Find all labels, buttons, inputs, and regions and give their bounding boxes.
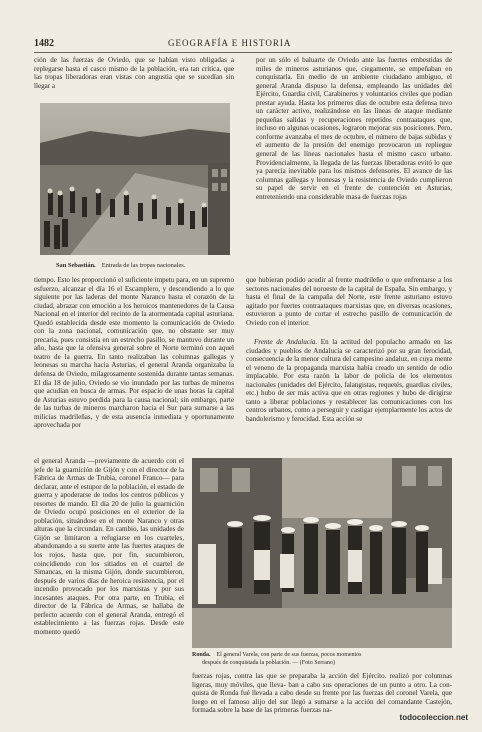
paragraph: [246, 338, 452, 423]
paragraph: fuerzas rojas, contra las que se preparaba la acción del Ejército. realizó por columnas ligeras, muy móviles, que lleva- ban a cabo sus operaciones de un punto a otro. La con- quista de Ronda fué llevada a cabo desde su frente por las fuerzas del coronel Varela, que luego en el famoso alijo del sur llegó a sumarse a la acción del comandante Castejón, formada sobre la base de las primeras fuerzas na-: [192, 672, 452, 715]
right-column-top-text: [256, 56, 452, 273]
photo-ronda: [192, 458, 452, 648]
running-head: GEOGRAFÍA E HISTORIA: [168, 38, 292, 48]
right-column-mid-text: [246, 276, 452, 336]
caption-line-1: [192, 652, 452, 660]
caption-text: Entrada de las tropas nacionales.: [101, 262, 186, 269]
page-number: 1482: [34, 38, 54, 49]
paragraph: el general Aranda —previamente de acuerdo con el jefe de la guarnición de Gijón y con el director de la Fábrica de Armas de Trubia, coronel Franco— para declarar, ante el estupor de la población, el estado de guerra y apoderarse de todos los centros públicos y resortes de mando. El día 20 de julio la guarnición de Oviedo ocupó posiciones en el exterior de la población, situándose en el monte Naranco y otras alturas que la circundan. En cambio, las unidades de Gijón se limitaron a refugiarse en los cuarteles, abandonando a su suerte ante las fuertes ataques de los rojos, hasta que, por fin, sucumbieron, coincidiendo con los sitiados en el cuartel de Simancas, en la misma Gijón, donde sucumbieron, después de varios días de heroica resistencia, por el incendio provocado por los marxistas y por sus incesantes ataques. Por otra parte, en Trubia, el director de la Fábrica de Armas, se hallaba de perfecto acuerdo con el general Aranda, entregó el establecimiento a las fuerzas rojas. Desde este momento quedó: [34, 457, 184, 636]
watermark-logo: todocoleccion.net: [399, 713, 468, 722]
caption-text-1: El general Varela, con parte de sus fuerzas, pocos momentos: [216, 652, 362, 658]
subheading-text: En la actitud del populacho armado en las ciudades y pueblos de Andalucía se caracterizó por su gran ferocidad, consecuencia de la menor cultura del campesino andaluz, en cuya mente el veneno de la propaganda marxista había creado un sentido de odio implacable. Por esta razón la labor de policía de los elementos nacionales (unidades del Ejército, falangistas, requetés, guardias civiles, etc.) hubo de ser más activa que en otras regiones y hubo de dirigirse tanto a liberar poblaciones y restablecer las comunicaciones con los centros urbanos, como a perseguir y castigar ejemplarmente los actos de bandolerismo y ferocidad. Esta acción se: [246, 338, 452, 423]
photo-caption-bottom: [192, 652, 452, 667]
right-column-andalucia-text: [246, 338, 452, 456]
photo-san-sebastian: [40, 103, 230, 255]
left-column-top-text: [34, 56, 234, 102]
photo-san-sebastian-image: [40, 103, 230, 255]
subheading: Frente de Andalucía.: [254, 338, 318, 346]
page-header: [34, 38, 452, 53]
photo-caption-top: [56, 262, 234, 270]
paragraph: por un sólo el baluarte de Oviedo ante las fuertes embestidas de miles de mineros asturianos que, ciegamente, se empeñaban en conquistarla. En medio de un ambiente ciudadano ambiguo, el general Aranda dispuso la defensa, empleando las unidades del Ejército, Guardia civil, Carabineros y voluntarios civiles que podían prestar ayuda. Hasta los primeros días de octubre esta defensa tuvo un carácter activo, realizándose en las líneas de ataque mediante pequeñas salidas y recuperaciones repetidos contraataques que, incluso en algunas ocasiones, lograron mejorar sus posiciones. Pero, conforme avanzaba el mes de octubre, el número de bajas subidas y el aumento de la presión del enemigo provocaron un repliegue general de las líneas nacionales hasta el mismo casco urbano. Providencialmente, la llegada de las fuerzas liberadoras evitó lo que ya parecía inevitable para los mismos defensores. El avance de las columnas gallegas y leonesas y la resistencia de Oviedo cumplieron su papel de servir en el frente de contención en Asturias, entreteniendo una considerable masa de fuerzas rojas: [256, 56, 452, 201]
paragraph: tiempo. Esto les proporcionó el suficiente impetu para, en un supremo esfuerzo, alcanzar el día 16 el Escamplero, y descendiendo a lo que siguiente por las laderas del monte Naranco hasta el corazón de la ciudad, abrazar con emoción a los heroicos mantenedores de la Causa Nacional en el interior del recinto de la atormentada capital asturiana. Quedó establecida desde este momento la comunicación de Oviedo con la zona nacional, comunicación que, no obstante ser muy precaria, pues consistía en un estrecho pasillo, se mantuvo durante un año, hasta que la ofensiva general sobre el Norte terminó con aquel teatro de la guerra. En tanto realizaban las columnas gallegas y leonesas su marcha hacia Asturias, el general Aranda organizaba la defensa de Oviedo, milagrosamente sostenida durante tantas semanas. El día 18 de julio, Oviedo se vio inundado por las turbas de mineros que acudían en busca de armas. Por espacio de unas horas la capital de Asturias estuvo perdida para la causa nacional; sin embargo, parte de las turbas de mineros marcharon hacia el Sur para sumarse a las milicias madrileñas, y de esta ausencia inmediata y oportunamente aprovechada por: [34, 276, 234, 430]
left-column-narrow-text: [34, 457, 184, 704]
left-column-main-text: [34, 276, 234, 456]
paragraph: ción de las fuerzas de Oviedo, que se habían visto obligadas a replegarse hasta el casco mismo de la población, era tan crítica, que las tropas liberadoras eran vistas con angustia que se sucedían sin llegar a: [34, 56, 234, 90]
photo-ronda-image: [192, 458, 452, 648]
paragraph: que hubieran podido acudir al frente madrileño o que enfrentarse a los sectores nacionales del noroeste de la capital de España. Sin embargo, y hasta el final de la campaña del Norte, este frente asturiano estuvo agitado por fuertes contraataques marxistas que, en diversas ocasiones, estuvieron a punto de cortar el estrecho pasillo de comunicación de Oviedo con el interior.: [246, 276, 452, 327]
caption-place: Ronda.: [192, 652, 211, 658]
caption-line-2: después de conquistada la población. — (Foto Serrano): [202, 659, 335, 666]
caption-place: San Sebastián.: [56, 262, 96, 269]
bottom-right-text: [192, 672, 452, 715]
